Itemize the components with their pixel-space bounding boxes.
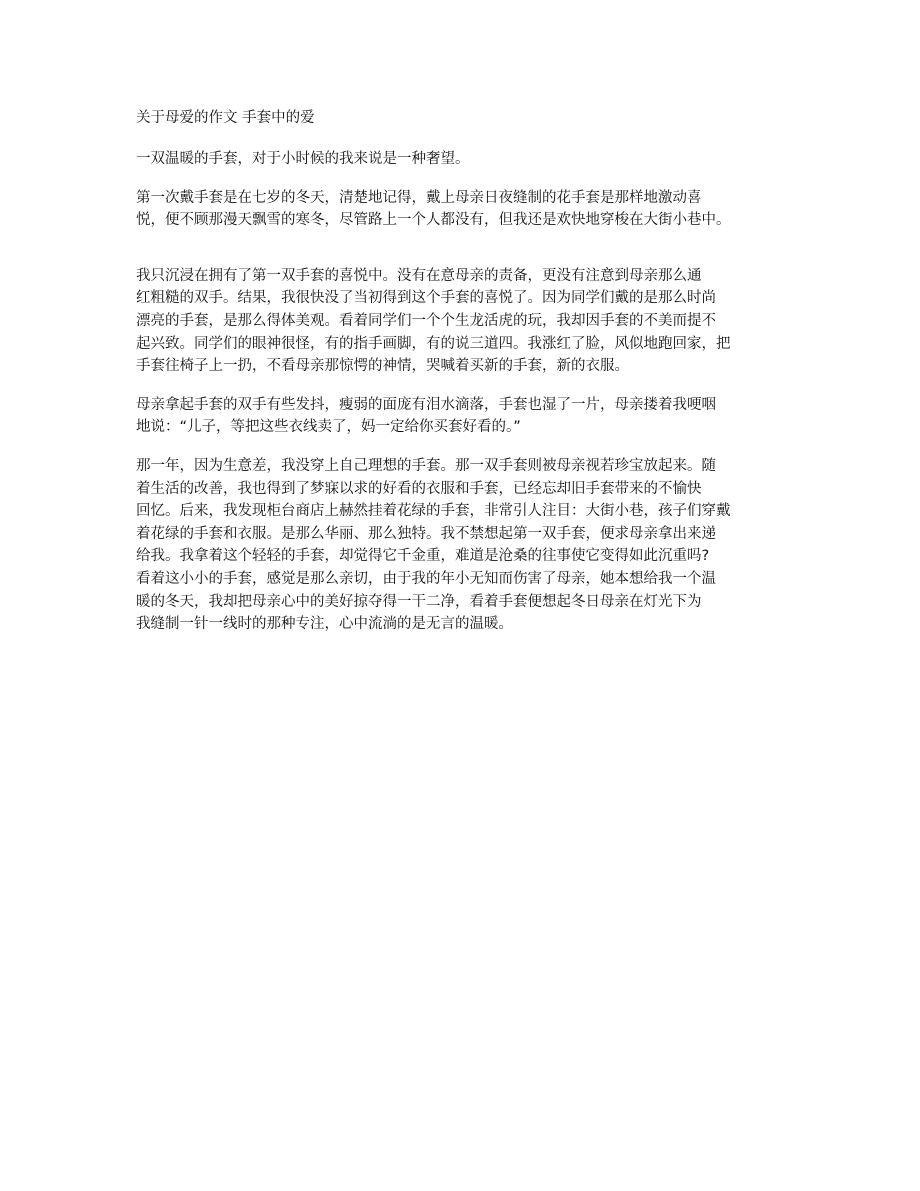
paragraph-line: 我缝制一针一线时的那种专注，心中流淌的是无言的温暖。 (136, 616, 513, 633)
paragraph-1 (136, 148, 796, 171)
paragraph-line: 着生活的改善，我也得到了梦寐以求的好看的衣服和手套，已经忘却旧手套带来的不愉快 (136, 480, 702, 497)
paragraph-line: 看着这小小的手套，感觉是那么亲切，由于我的年小无知而伤害了母亲，她本想给我一个温 (136, 570, 716, 587)
document-title: 关于母爱的作文 手套中的爱 (136, 110, 315, 126)
paragraph-line: 悦，便不顾那漫天飘雪的寒冬，尽管路上一个人都没有，但我还是欢快地穿梭在大街小巷中。 (136, 212, 731, 229)
paragraph-line: 红粗糙的双手。结果，我很快没了当初得到这个手套的喜悦了。因为同学们戴的是那么时尚 (136, 290, 716, 307)
paragraph-line: 着花绿的手套和衣服。是那么华丽、那么独特。我不禁想起第一双手套，便求母亲拿出来递 (136, 525, 716, 542)
paragraph-line: 我只沉浸在拥有了第一双手套的喜悦中。没有在意母亲的责备，更没有注意到母亲那么通 (136, 267, 702, 284)
paragraph-line: 一双温暖的手套，对于小时候的我来说是一种奢望。 (136, 151, 470, 167)
paragraph-line: 母亲拿起手套的双手有些发抖，瘦弱的面庞有泪水滴落，手套也湿了一片，母亲搂着我哽咽 (136, 396, 716, 413)
paragraph-line: 给我。我拿着这个轻轻的手套，却觉得它千金重，难道是沧桑的往事使它变得如此沉重吗? (136, 548, 710, 565)
paragraph-3 (136, 265, 796, 378)
paragraph-4 (136, 394, 796, 439)
paragraph-line: 暖的冬天，我却把母亲心中的美好掠夺得一干二净，看着手套便想起冬日母亲在灯光下为 (136, 593, 702, 610)
paragraph-line: 第一次戴手套是在七岁的冬天，清楚地记得，戴上母亲日夜缝制的花手套是那样地激动喜 (136, 189, 702, 206)
paragraph-2 (136, 187, 796, 232)
paragraph-line: 回忆。后来，我发现柜台商店上赫然挂着花绿的手套，非常引人注目：大街小巷，孩子们穿戴 (136, 503, 731, 520)
paragraph-line: 起兴致。同学们的眼神很怪，有的指手画脚，有的说三道四。我涨红了脸，风似地跑回家，把 (136, 335, 731, 352)
document-body (136, 107, 796, 652)
paragraph-line: 手套往椅子上一扔，不看母亲那惊愕的神情，哭喊着买新的手套，新的衣服。 (136, 358, 629, 375)
paragraph-line: 漂亮的手套，是那么得体美观。看着同学们一个个生龙活虎的玩，我却因手套的不美而提不 (136, 312, 716, 329)
paragraph-line: 地说：“儿子，等把这些衣线卖了，妈一定给你买套好看的。” (136, 419, 521, 436)
paragraph-5 (136, 455, 796, 636)
paragraph-line: 那一年，因为生意差，我没穿上自己理想的手套。那一双手套则被母亲视若珍宝放起来。随 (136, 457, 716, 474)
